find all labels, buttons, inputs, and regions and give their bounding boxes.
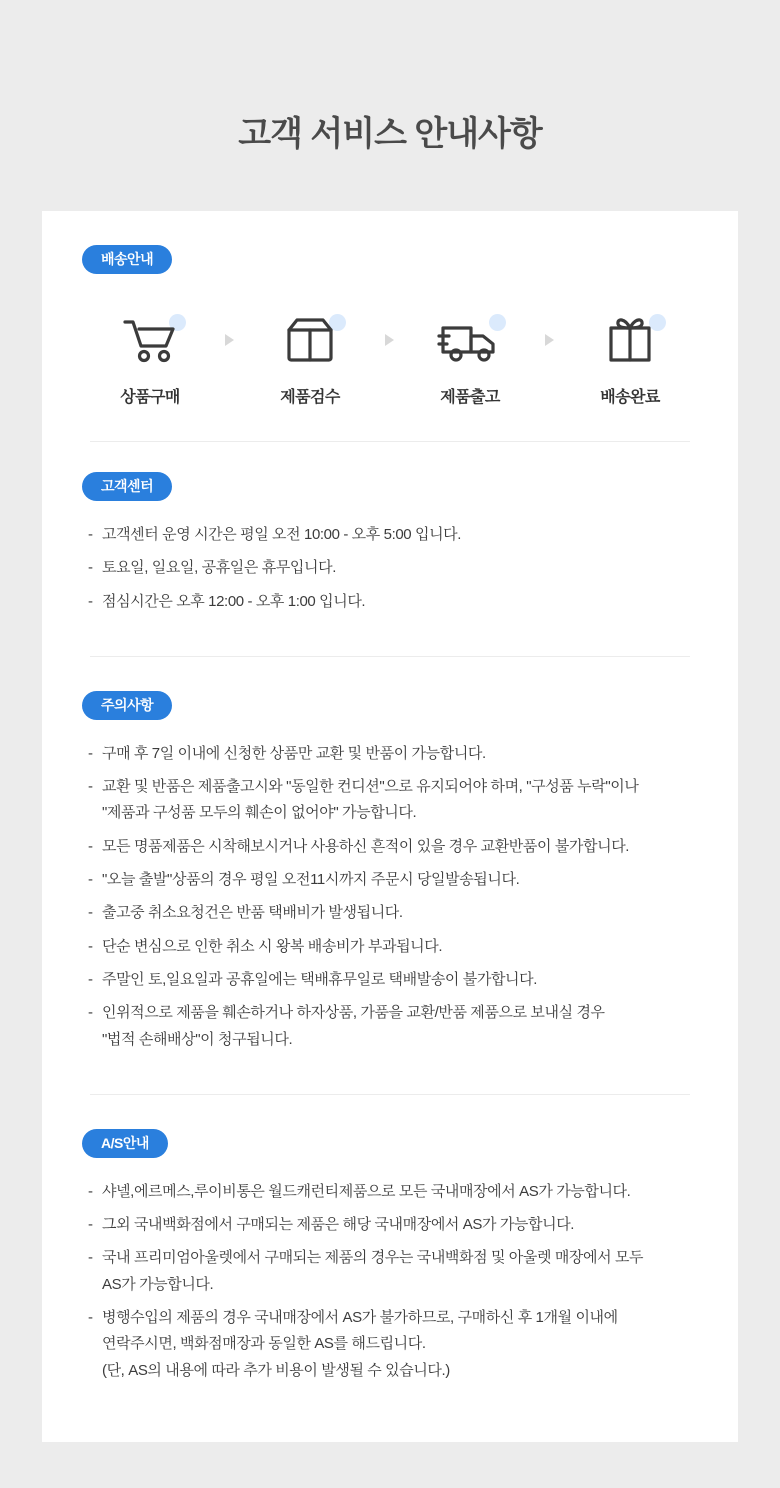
list-item-text: "제품과 구성품 모두의 훼손이 없어야" 가능합니다. xyxy=(102,804,417,822)
list-item-text: 교환 및 반품은 제품출고시와 "동일한 컨디션"으로 유지되어야 하며, "구성품 누락"이나 xyxy=(102,778,639,796)
dash-marker: - xyxy=(88,592,93,610)
dash-marker: - xyxy=(88,778,93,796)
list-item xyxy=(88,1028,698,1052)
as-badge: A/S안내 xyxy=(82,1129,168,1158)
shopping-cart-icon xyxy=(90,308,210,370)
list-item xyxy=(88,775,698,799)
notice-section xyxy=(82,691,698,1052)
dash-marker: - xyxy=(88,937,93,955)
divider xyxy=(90,1094,690,1095)
list-item-text: 고객센터 운영 시간은 평일 오전 10:00 - 오후 5:00 입니다. xyxy=(102,526,462,543)
dash-marker: - xyxy=(88,1309,93,1327)
list-item-text: "오늘 출발"상품의 경우 평일 오전11시까지 주문시 당일발송됩니다. xyxy=(102,871,520,889)
chevron-right-icon xyxy=(383,332,397,348)
box-icon xyxy=(250,308,370,370)
list-item xyxy=(88,1359,698,1383)
list-item-text: 샤넬,에르메스,루이비통은 월드캐런티제품으로 모든 국내매장에서 AS가 가능합니다. xyxy=(102,1182,631,1200)
list-item xyxy=(88,935,698,959)
as-section xyxy=(82,1129,698,1383)
list-item-text: 인위적으로 제품을 훼손하거나 하자상품, 가품을 교환/반품 제품으로 보내실 경우 xyxy=(102,1004,605,1022)
delivery-step-label: 배송완료 xyxy=(600,389,660,406)
delivery-section xyxy=(82,245,698,407)
list-item-text: 모든 명품제품은 시착해보시거나 사용하신 흔적이 있을 경우 교환반품이 불가합니다. xyxy=(102,837,630,855)
list-item xyxy=(88,835,698,859)
list-item xyxy=(88,901,698,925)
gift-icon xyxy=(570,308,690,370)
list-item-text: 병행수입의 제품의 경우 국내매장에서 AS가 불가하므로, 구매하신 후 1개월 이내에 xyxy=(102,1309,618,1327)
divider xyxy=(90,656,690,657)
list-item xyxy=(88,868,698,892)
notice-badge: 주의사항 xyxy=(82,691,172,720)
list-item-text: "법적 손해배상"이 청구됩니다. xyxy=(102,1030,293,1048)
dash-marker: - xyxy=(88,1249,93,1267)
list-item xyxy=(88,1180,698,1204)
list-item xyxy=(88,1001,698,1025)
dash-marker: - xyxy=(88,837,93,855)
delivery-step xyxy=(90,308,210,407)
delivery-step xyxy=(410,308,530,407)
list-item-text: 토요일, 일요일, 공휴일은 휴무입니다. xyxy=(102,559,336,577)
list-item xyxy=(88,1213,698,1237)
list-item xyxy=(88,1306,698,1330)
list-item-text: AS가 가능합니다. xyxy=(102,1275,214,1293)
delivery-step-label: 제품출고 xyxy=(440,389,500,406)
dash-marker: - xyxy=(88,970,93,988)
dash-marker: - xyxy=(88,559,93,577)
as-list xyxy=(82,1180,698,1383)
customer-center-badge: 고객센터 xyxy=(82,472,172,501)
dash-marker: - xyxy=(88,1004,93,1022)
dash-marker: - xyxy=(88,526,93,543)
delivery-steps xyxy=(90,308,690,407)
list-item xyxy=(88,556,698,580)
dash-marker: - xyxy=(88,871,93,889)
chevron-right-icon xyxy=(223,332,237,348)
list-item xyxy=(88,968,698,992)
notice-list xyxy=(82,742,698,1052)
list-item-text: 연락주시면, 백화점매장과 동일한 AS를 해드립니다. xyxy=(102,1335,426,1353)
list-item xyxy=(88,1332,698,1356)
customer-center-section xyxy=(82,472,698,614)
dash-marker: - xyxy=(88,1182,93,1200)
dash-marker: - xyxy=(88,744,93,762)
list-item xyxy=(88,590,698,614)
list-item-text: 단순 변심으로 인한 취소 시 왕복 배송비가 부과됩니다. xyxy=(102,937,443,955)
delivery-badge: 배송안내 xyxy=(82,245,172,274)
truck-icon xyxy=(410,308,530,370)
list-item-text: 그외 국내백화점에서 구매되는 제품은 해당 국내매장에서 AS가 가능합니다. xyxy=(102,1216,575,1234)
list-item xyxy=(88,1246,698,1270)
dash-marker: - xyxy=(88,1216,93,1234)
chevron-right-icon xyxy=(543,332,557,348)
list-item-text: 구매 후 7일 이내에 신청한 상품만 교환 및 반품이 가능합니다. xyxy=(102,744,486,762)
delivery-step xyxy=(570,308,690,407)
delivery-step-label: 상품구매 xyxy=(120,389,180,406)
delivery-step xyxy=(250,308,370,407)
list-item-text: 출고중 취소요청건은 반품 택배비가 발생됩니다. xyxy=(102,904,403,922)
list-item xyxy=(88,801,698,825)
customer-center-list xyxy=(82,523,698,614)
list-item-text: (단, AS의 내용에 따라 추가 비용이 발생될 수 있습니다.) xyxy=(102,1361,450,1379)
divider xyxy=(90,441,690,442)
dash-marker: - xyxy=(88,904,93,922)
info-card xyxy=(42,211,738,1442)
delivery-step-label: 제품검수 xyxy=(280,389,340,406)
list-item xyxy=(88,1273,698,1297)
list-item xyxy=(88,523,698,547)
list-item-text: 국내 프리미엄아울렛에서 구매되는 제품의 경우는 국내백화점 및 아울렛 매장에서 모두 xyxy=(102,1249,644,1267)
list-item-text: 점심시간은 오후 12:00 - 오후 1:00 입니다. xyxy=(102,592,366,610)
list-item xyxy=(88,742,698,766)
page-title: 고객 서비스 안내사항 xyxy=(238,115,542,153)
list-item-text: 주말인 토,일요일과 공휴일에는 택배휴무일로 택배발송이 불가합니다. xyxy=(102,970,537,988)
